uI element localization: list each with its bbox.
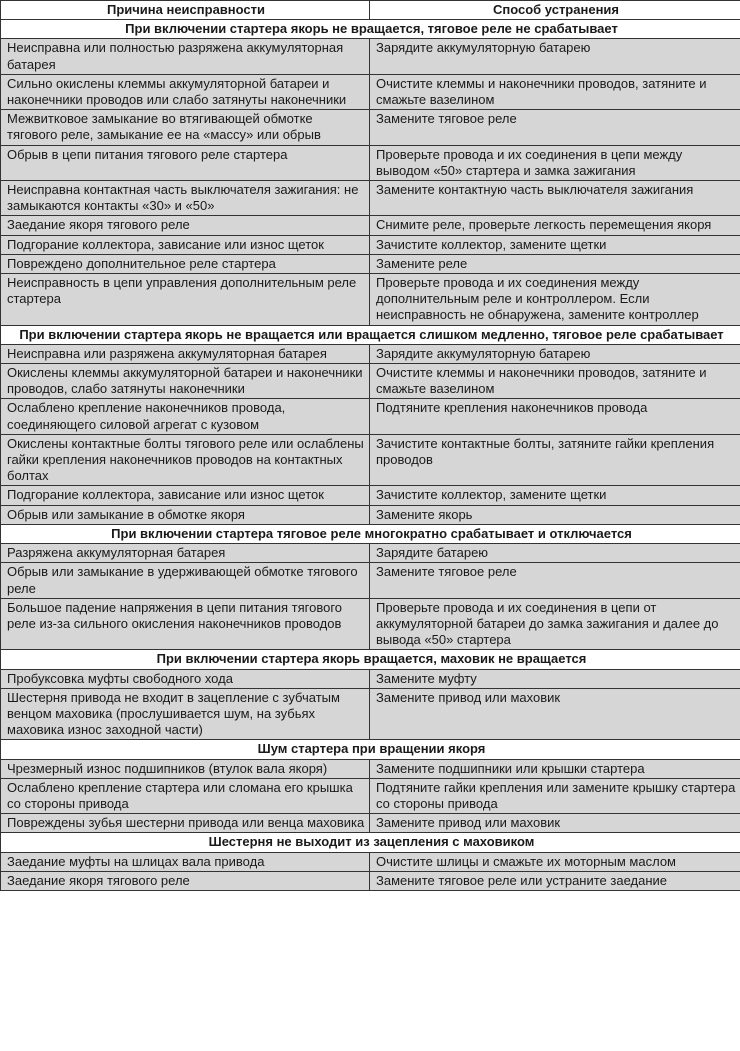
table-row — [1, 505, 740, 524]
remedy-cell: Замените привод или маховик — [370, 688, 740, 740]
remedy-cell: Зарядите аккумуляторную батарею — [370, 39, 740, 74]
remedy-cell: Подтяните крепления наконечников провода — [370, 399, 740, 434]
section-header-row — [1, 740, 740, 759]
table-row — [1, 486, 740, 505]
cause-cell: Обрыв или замыкание в удерживающей обмотке тягового реле — [1, 563, 370, 598]
section-header-row — [1, 650, 740, 669]
table-row — [1, 563, 740, 598]
cause-cell: Ослаблено крепление наконечников провода, соединяющего силовой агрегат с кузовом — [1, 399, 370, 434]
column-header-remedy: Способ устранения — [370, 1, 740, 20]
cause-cell: Разряжена аккумуляторная батарея — [1, 544, 370, 563]
remedy-cell: Замените контактную часть выключателя зажигания — [370, 181, 740, 216]
table-row — [1, 852, 740, 871]
cause-cell: Пробуксовка муфты свободного хода — [1, 669, 370, 688]
cause-cell: Заедание муфты на шлицах вала привода — [1, 852, 370, 871]
cause-cell: Заедание якоря тягового реле — [1, 871, 370, 890]
cause-cell: Чрезмерный износ подшипников (втулок вала якоря) — [1, 759, 370, 778]
table-row — [1, 216, 740, 235]
section-title: При включении стартера якорь не вращается или вращается слишком медленно, тяговое реле срабатывает — [1, 325, 740, 344]
remedy-cell: Замените якорь — [370, 505, 740, 524]
cause-cell: Повреждено дополнительное реле стартера — [1, 254, 370, 273]
table-body — [1, 20, 740, 891]
table-row — [1, 399, 740, 434]
cause-cell: Неисправна или полностью разряжена аккумуляторная батарея — [1, 39, 370, 74]
table-row — [1, 598, 740, 650]
table-row — [1, 364, 740, 399]
remedy-cell: Очистите клеммы и наконечники проводов, затяните и смажьте вазелином — [370, 364, 740, 399]
table-row — [1, 669, 740, 688]
cause-cell: Обрыв или замыкание в обмотке якоря — [1, 505, 370, 524]
remedy-cell: Очистите шлицы и смажьте их моторным маслом — [370, 852, 740, 871]
remedy-cell: Проверьте провода и их соединения в цепи между выводом «50» стартера и замка зажигания — [370, 145, 740, 180]
remedy-cell: Зачистите контактные болты, затяните гайки крепления проводов — [370, 434, 740, 486]
header-row — [1, 1, 740, 20]
cause-cell: Подгорание коллектора, зависание или износ щеток — [1, 235, 370, 254]
table-row — [1, 814, 740, 833]
table-row — [1, 274, 740, 326]
remedy-cell: Замените подшипники или крышки стартера — [370, 759, 740, 778]
table-row — [1, 235, 740, 254]
remedy-cell: Замените муфту — [370, 669, 740, 688]
section-header-row — [1, 20, 740, 39]
table-row — [1, 871, 740, 890]
remedy-cell: Зарядите аккумуляторную батарею — [370, 344, 740, 363]
table-row — [1, 778, 740, 813]
section-title: При включении стартера якорь вращается, маховик не вращается — [1, 650, 740, 669]
table-row — [1, 39, 740, 74]
remedy-cell: Замените тяговое реле или устраните заедание — [370, 871, 740, 890]
cause-cell: Заедание якоря тягового реле — [1, 216, 370, 235]
remedy-cell: Снимите реле, проверьте легкость перемещения якоря — [370, 216, 740, 235]
section-header-row — [1, 833, 740, 852]
section-title: Шум стартера при вращении якоря — [1, 740, 740, 759]
table-row — [1, 181, 740, 216]
cause-cell: Повреждены зубья шестерни привода или венца маховика — [1, 814, 370, 833]
remedy-cell: Замените реле — [370, 254, 740, 273]
table-row — [1, 688, 740, 740]
cause-cell: Сильно окислены клеммы аккумуляторной батареи и наконечники проводов или слабо затянуты наконечники — [1, 74, 370, 109]
remedy-cell: Подтяните гайки крепления или замените крышку стартера со стороны привода — [370, 778, 740, 813]
remedy-cell: Зачистите коллектор, замените щетки — [370, 486, 740, 505]
cause-cell: Окислены клеммы аккумуляторной батареи и наконечники проводов, слабо затянуты наконечники — [1, 364, 370, 399]
remedy-cell: Проверьте провода и их соединения между дополнительным реле и контроллером. Если неисправность не обнаружена, замените контроллер — [370, 274, 740, 326]
cause-cell: Неисправность в цепи управления дополнительным реле стартера — [1, 274, 370, 326]
section-title: При включении стартера тяговое реле многократно срабатывает и отключается — [1, 524, 740, 543]
remedy-cell: Зарядите батарею — [370, 544, 740, 563]
table-row — [1, 759, 740, 778]
cause-cell: Неисправна или разряжена аккумуляторная батарея — [1, 344, 370, 363]
remedy-cell: Зачистите коллектор, замените щетки — [370, 235, 740, 254]
cause-cell: Подгорание коллектора, зависание или износ щеток — [1, 486, 370, 505]
table-row — [1, 254, 740, 273]
remedy-cell: Замените привод или маховик — [370, 814, 740, 833]
section-header-row — [1, 524, 740, 543]
cause-cell: Межвитковое замыкание во втягивающей обмотке тягового реле, замыкание ее на «массу» или обрыв — [1, 110, 370, 145]
section-title: При включении стартера якорь не вращается, тяговое реле не срабатывает — [1, 20, 740, 39]
remedy-cell: Очистите клеммы и наконечники проводов, затяните и смажьте вазелином — [370, 74, 740, 109]
cause-cell: Большое падение напряжения в цепи питания тягового реле из-за сильного окисления наконечников проводов — [1, 598, 370, 650]
cause-cell: Обрыв в цепи питания тягового реле стартера — [1, 145, 370, 180]
table-row — [1, 145, 740, 180]
section-header-row — [1, 325, 740, 344]
table-row — [1, 110, 740, 145]
cause-cell: Неисправна контактная часть выключателя зажигания: не замыкаются контакты «30» и «50» — [1, 181, 370, 216]
section-title: Шестерня не выходит из зацепления с маховиком — [1, 833, 740, 852]
cause-cell: Окислены контактные болты тягового реле или ослаблены гайки крепления наконечников проводов на контактных болтах — [1, 434, 370, 486]
table-row — [1, 434, 740, 486]
remedy-cell: Замените тяговое реле — [370, 563, 740, 598]
table-row — [1, 544, 740, 563]
table-row — [1, 74, 740, 109]
cause-cell: Ослаблено крепление стартера или сломана его крышка со стороны привода — [1, 778, 370, 813]
cause-cell: Шестерня привода не входит в зацепление с зубчатым венцом маховика (прослушивается шум, на зубьях маховика износ заходной части) — [1, 688, 370, 740]
remedy-cell: Замените тяговое реле — [370, 110, 740, 145]
table-row — [1, 344, 740, 363]
column-header-cause: Причина неисправности — [1, 1, 370, 20]
remedy-cell: Проверьте провода и их соединения в цепи от аккумуляторной батареи до замка зажигания и далее до вывода «50» стартера — [370, 598, 740, 650]
